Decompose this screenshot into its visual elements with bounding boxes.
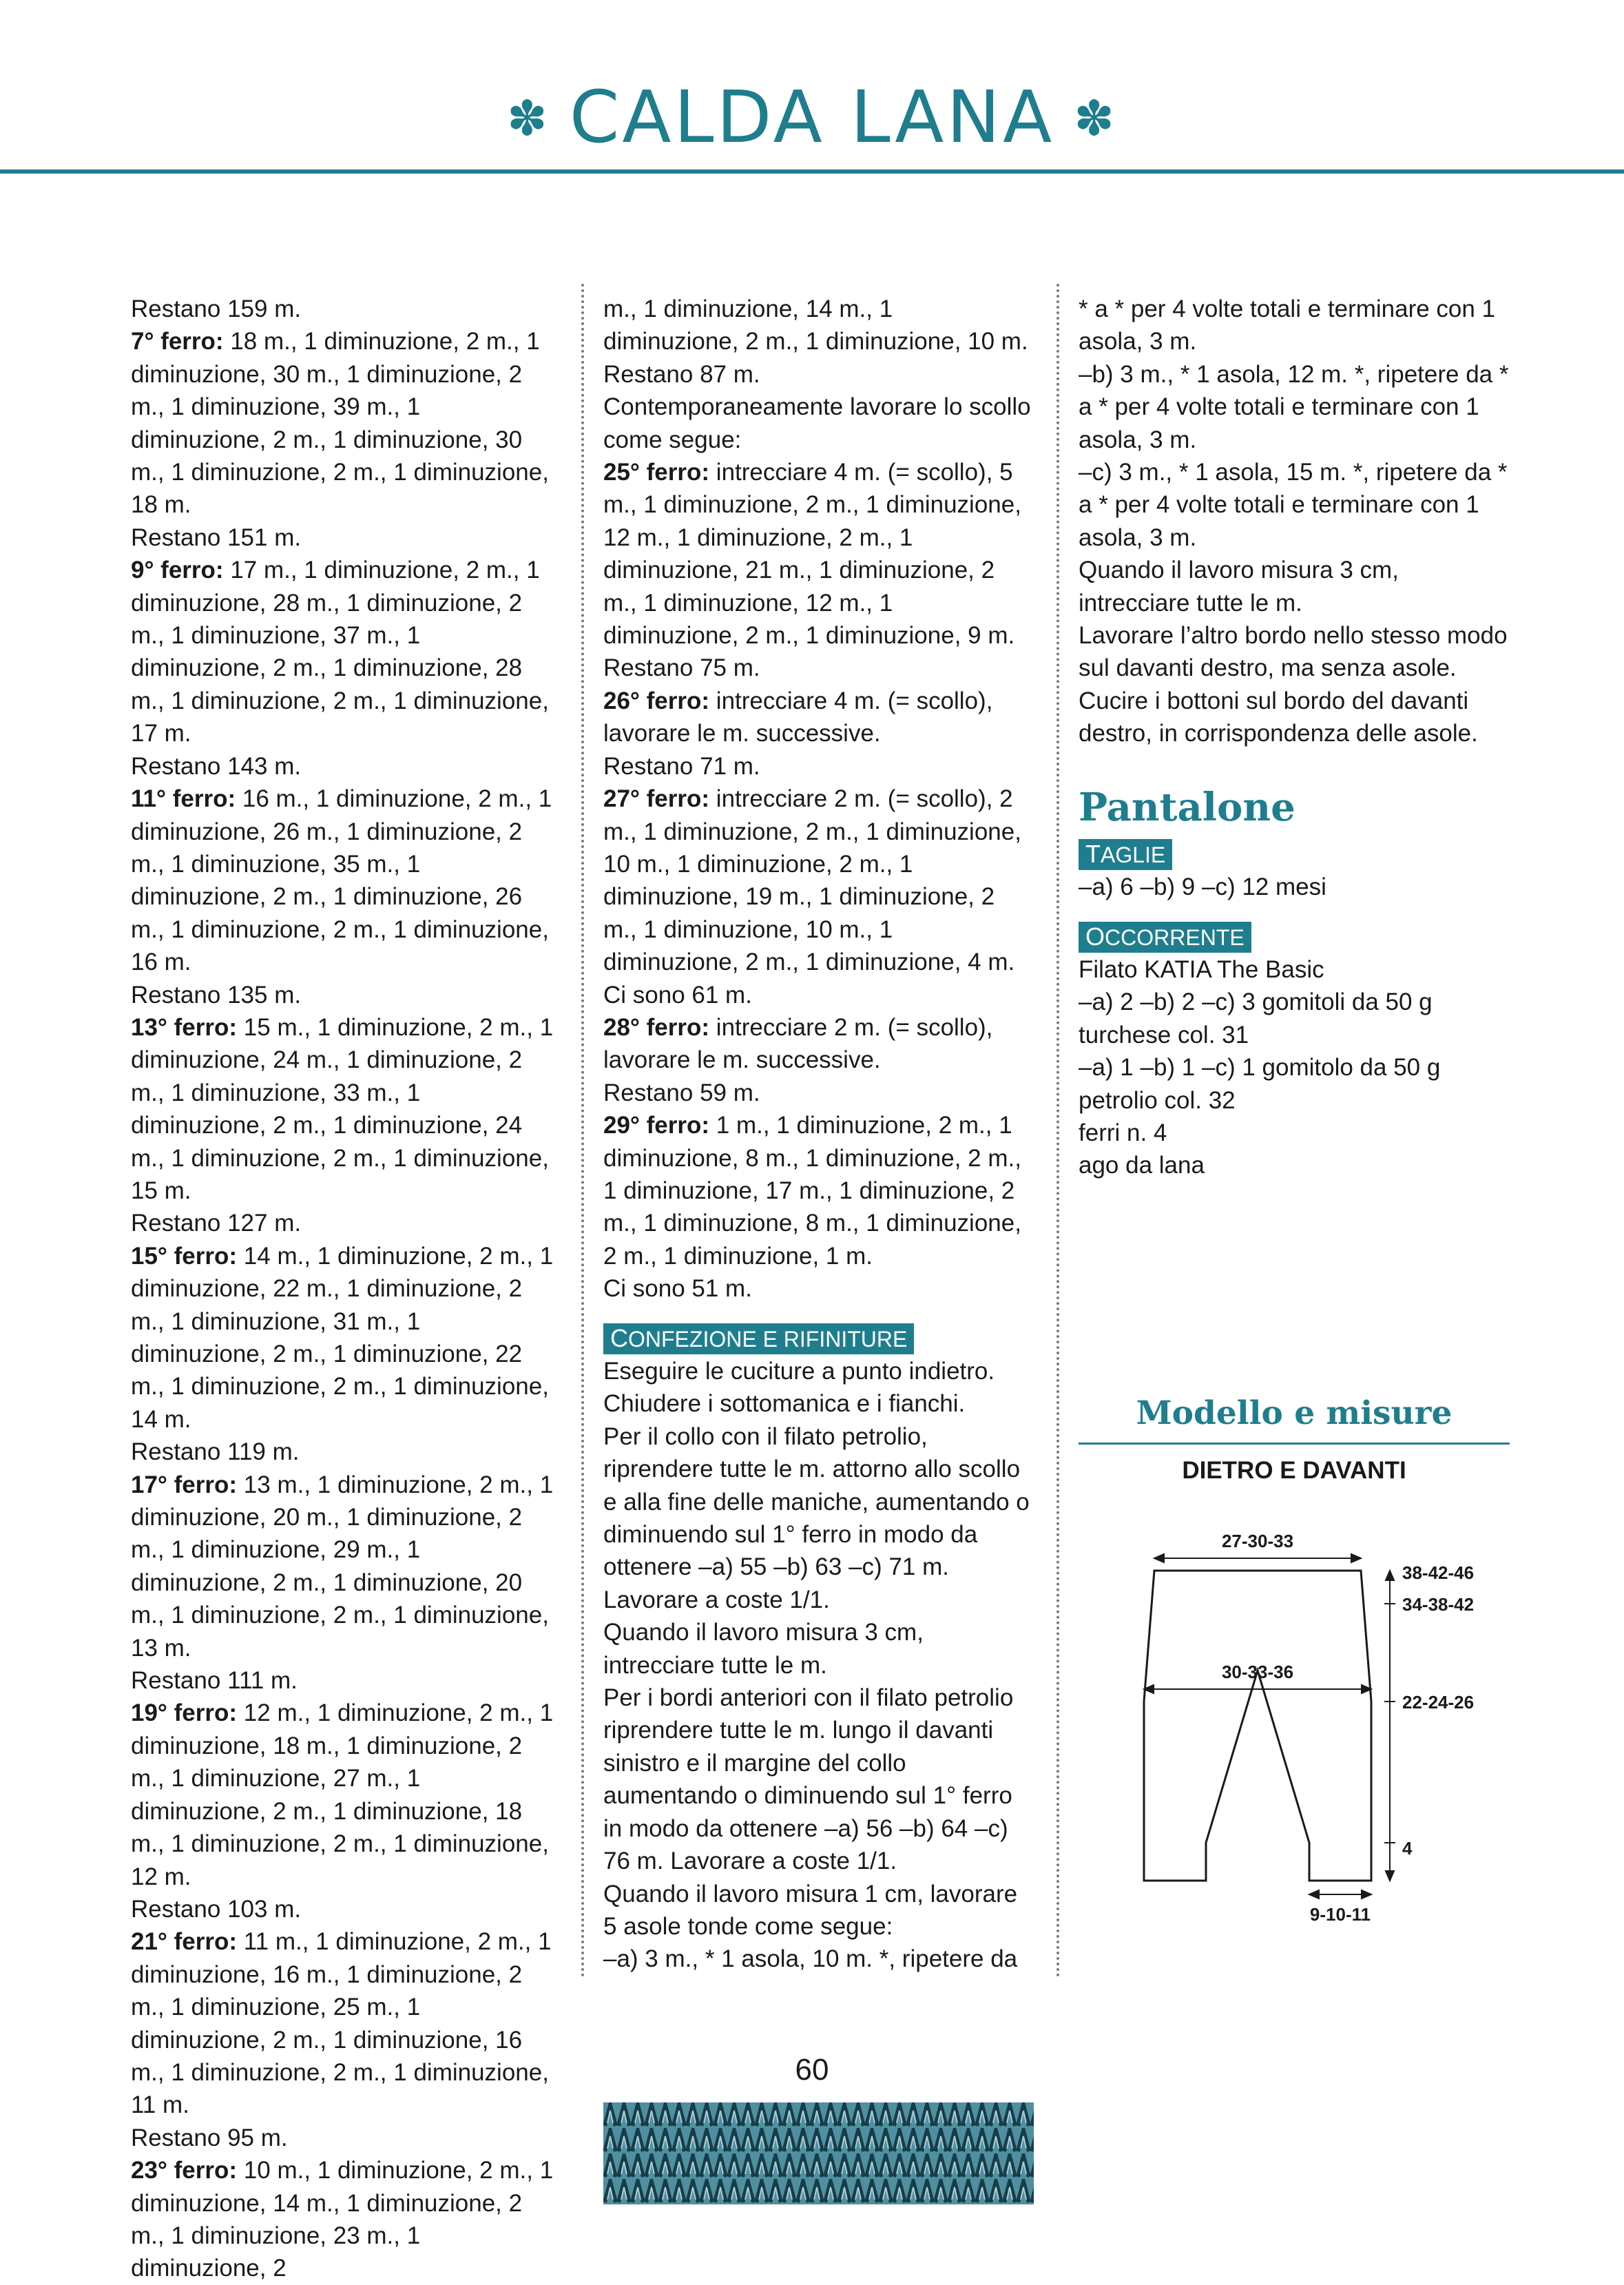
page-number: 60 — [795, 2053, 829, 2087]
taglie-text: –a) 6 –b) 9 –c) 12 mesi — [1079, 873, 1326, 901]
instructions-continued — [603, 293, 1034, 1305]
paragraph: –a) 3 m., * 1 asola, 10 m. *, ripetere da — [603, 1945, 1018, 1973]
instruction-row — [131, 1240, 558, 1436]
section-heading-occorrente: OCCORRENTE — [1079, 922, 1251, 953]
section-title-pantalone: Pantalone — [1079, 784, 1295, 830]
stitch-count — [603, 293, 1034, 358]
hip-width-label: 30-33-36 — [1221, 1662, 1294, 1682]
instruction-row — [603, 456, 1034, 652]
row-text: 18 m., 1 diminuzione, 2 m., 1 diminuzione, 30 m., 1 diminuzione, 2 m., 1 diminuzione, 39 m., 1 diminuzione, 2 m., 1 diminuzione, 30 m., 1 diminuzione, 2 m., 1 diminuzione, 18 m. — [131, 328, 549, 519]
stitch-count — [131, 750, 558, 783]
paragraph: Per i bordi anteriori con il filato petrolio riprendere tutte le m. lungo il davanti sinistro e il margine del collo aumentando o diminuendo sul 1° ferro in modo da ottenere –a) 56 –b) 64 –c) 76 m. Lavorare a coste 1/1. — [603, 1684, 1014, 1875]
row-text: Restano 59 m. — [603, 1079, 760, 1106]
row-text: m., 1 diminuzione, 14 m., 1 diminuzione, 2 m., 1 diminuzione, 10 m. — [603, 296, 1028, 355]
paragraph: Per il collo con il filato petrolio, riprendere tutte le m. attorno allo scollo e alla fine delle maniche, aumentando o diminuendo sul 1° ferro in modo da ottenere –a) 55 –b) 63 –c) 71 m. — [603, 1423, 1030, 1581]
buttonhole-instructions — [1079, 293, 1510, 750]
row-label: 21° ferro: — [131, 1928, 238, 1956]
instruction-row — [603, 1011, 1034, 1077]
column-separator — [581, 284, 584, 1978]
instruction-row — [131, 1697, 558, 1892]
body-height-label: 34-38-42 — [1402, 1594, 1475, 1615]
row-text: Restano 127 m. — [131, 1210, 302, 1237]
stitch-count — [603, 358, 1034, 391]
flower-ornament-icon: ✽ — [507, 90, 550, 147]
top-width-label: 27-30-33 — [1221, 1531, 1294, 1551]
row-text: Restano 135 m. — [131, 981, 302, 1009]
material-item: –a) 2 –b) 2 –c) 3 gomitoli da 50 g — [1079, 989, 1433, 1016]
row-label: 15° ferro: — [131, 1242, 238, 1270]
instruction-row — [131, 325, 558, 521]
paragraph: –b) 3 m., * 1 asola, 12 m. *, ripetere da * a * per 4 volte totali e terminare con 1 asola, 3 m. — [1079, 360, 1509, 453]
row-label: 25° ferro: — [603, 459, 710, 486]
row-text: Contemporaneamente lavorare lo scollo come segue: — [603, 393, 1031, 453]
paragraph: Eseguire le cuciture a punto indietro. — [603, 1358, 995, 1385]
row-text: Ci sono 51 m. — [603, 1275, 752, 1303]
row-label: 26° ferro: — [603, 687, 710, 714]
row-text: 17 m., 1 diminuzione, 2 m., 1 diminuzione, 28 m., 1 diminuzione, 2 m., 1 diminuzione, 37 m., 1 diminuzione, 2 m., 1 diminuzione, 28 m., 1 diminuzione, 2 m., 1 diminuzione, 17 m. — [131, 557, 549, 747]
material-item: ago da lana — [1079, 1152, 1205, 1179]
leg-width-label: 9-10-11 — [1309, 1904, 1371, 1925]
material-item: ferri n. 4 — [1079, 1119, 1167, 1146]
paragraph: Chiudere i sottomanica e i fianchi. — [603, 1390, 966, 1418]
row-text: 10 m., 1 diminuzione, 2 m., 1 diminuzione, 14 m., 1 diminuzione, 2 m., 1 diminuzione, 23 m., 1 diminuzione, 2 — [131, 2157, 554, 2282]
row-label: 27° ferro: — [603, 785, 710, 813]
row-text: Restano 75 m. — [603, 654, 760, 682]
stitch-count — [603, 750, 1034, 783]
row-label: 13° ferro: — [131, 1013, 238, 1041]
material-item: petrolio col. 32 — [1079, 1086, 1236, 1114]
row-label: 29° ferro: — [603, 1112, 710, 1139]
instruction-row — [131, 1469, 558, 1664]
instruction-row — [603, 783, 1034, 978]
pants-schematic — [1079, 1502, 1510, 1943]
row-text: Restano 151 m. — [131, 524, 302, 551]
column-middle — [603, 293, 1034, 1976]
header-rule — [0, 169, 1624, 174]
paragraph: Cucire i bottoni sul bordo del davanti destro, in corrispondenza delle asole. — [1079, 687, 1478, 747]
paragraph: Lavorare a coste 1/1. — [603, 1586, 830, 1613]
row-text: intrecciare 4 m. (= scollo), lavorare le m. successive. — [603, 687, 993, 747]
row-text: intrecciare 4 m. (= scollo), 5 m., 1 diminuzione, 2 m., 1 diminuzione, 12 m., 1 diminuzione, 2 m., 1 diminuzione, 21 m., 1 diminuzione, 2 m., 1 diminuzione, 12 m., 1 diminuzione, 2 m., 1 diminuzione, 9 m. — [603, 459, 1021, 650]
diagram-rule — [1079, 1443, 1510, 1445]
row-text: Restano 159 m. — [131, 296, 302, 322]
total-height-label: 38-42-46 — [1402, 1562, 1475, 1583]
section-heading-confezione: CONFEZIONE E RIFINITURE — [603, 1323, 914, 1354]
instruction-row — [131, 1011, 558, 1207]
row-label: 11° ferro: — [131, 785, 236, 813]
stitch-count — [131, 979, 558, 1011]
stitch-count — [131, 521, 558, 554]
confezione-text — [603, 1355, 1034, 1976]
paragraph: Lavorare l’altro bordo nello stesso modo sul davanti destro, ma senza asole. — [1079, 622, 1508, 682]
pants-outline — [1144, 1571, 1371, 1881]
magazine-title — [0, 76, 1624, 164]
row-text: 14 m., 1 diminuzione, 2 m., 1 diminuzione, 22 m., 1 diminuzione, 2 m., 1 diminuzione, 31 m., 1 diminuzione, 2 m., 1 diminuzione, 22 m., 1 diminuzione, 2 m., 1 diminuzione, 14 m. — [131, 1242, 554, 1433]
row-text: 11 m., 1 diminuzione, 2 m., 1 diminuzione, 16 m., 1 diminuzione, 2 m., 1 diminuzione, 25 m., 1 diminuzione, 2 m., 1 diminuzione, 16 m., 1 diminuzione, 2 m., 1 diminuzione, 11 m. — [131, 1928, 552, 2119]
stitch-count — [131, 2122, 558, 2154]
paragraph: Quando il lavoro misura 3 cm, intrecciare tutte le m. — [603, 1619, 924, 1679]
material-item: Filato KATIA The Basic — [1079, 955, 1324, 983]
row-label: 17° ferro: — [131, 1471, 238, 1498]
paragraph: –c) 3 m., * 1 asola, 15 m. *, ripetere da * a * per 4 volte totali e terminare con 1 asola, 3 m. — [1079, 459, 1508, 551]
instruction-row — [131, 2154, 558, 2285]
row-text: Ci sono 61 m. — [603, 981, 752, 1009]
stitch-count — [603, 391, 1034, 456]
material-item: turchese col. 31 — [1079, 1021, 1249, 1048]
row-text: Restano 111 m. — [131, 1667, 298, 1695]
paragraph: Quando il lavoro misura 1 cm, lavorare 5 asole tonde come segue: — [603, 1880, 1018, 1940]
stitch-count — [131, 1664, 558, 1697]
row-label: 9° ferro: — [131, 557, 224, 584]
row-label: 28° ferro: — [603, 1013, 710, 1041]
knit-texture-band — [603, 2102, 1034, 2204]
stitch-count — [131, 1893, 558, 1925]
row-text: intrecciare 2 m. (= scollo), lavorare le m. successive. — [603, 1013, 993, 1074]
row-label: 7° ferro: — [131, 328, 224, 355]
row-text: Restano 71 m. — [603, 752, 760, 780]
flower-ornament-icon: ✽ — [1074, 90, 1117, 147]
stitch-count — [603, 1077, 1034, 1109]
stitch-count — [131, 293, 558, 325]
stitch-count — [603, 652, 1034, 684]
paragraph: * a * per 4 volte totali e terminare con 1 asola, 3 m. — [1079, 296, 1496, 355]
occorrente-list — [1079, 953, 1510, 1182]
stitch-count — [603, 1272, 1034, 1305]
row-text: 13 m., 1 diminuzione, 2 m., 1 diminuzione, 20 m., 1 diminuzione, 2 m., 1 diminuzione, 29 m., 1 diminuzione, 2 m., 1 diminuzione, 20 m., 1 diminuzione, 2 m., 1 diminuzione, 13 m. — [131, 1471, 554, 1662]
instruction-row — [603, 1109, 1034, 1272]
diagram-subtitle: DIETRO E DAVANTI — [1182, 1457, 1406, 1484]
row-text: 1 m., 1 diminuzione, 2 m., 1 diminuzione, 8 m., 1 diminuzione, 2 m., 1 diminuzione, 17 m., 1 diminuzione, 2 m., 1 diminuzione, 8 m., 1 diminuzione, 2 m., 1 diminuzione, 1 m. — [603, 1112, 1021, 1270]
cuff-height-label: 4 — [1402, 1838, 1413, 1859]
column-separator — [1056, 284, 1059, 1978]
row-label: 23° ferro: — [131, 2157, 238, 2184]
row-text: 12 m., 1 diminuzione, 2 m., 1 diminuzione, 18 m., 1 diminuzione, 2 m., 1 diminuzione, 27 m., 1 diminuzione, 2 m., 1 diminuzione, 18 m., 1 diminuzione, 2 m., 1 diminuzione, 12 m. — [131, 1699, 554, 1890]
stitch-count — [131, 1207, 558, 1239]
row-text: Restano 119 m. — [131, 1438, 300, 1466]
stitch-count — [131, 1436, 558, 1468]
row-text: Restano 103 m. — [131, 1895, 302, 1923]
row-label: 19° ferro: — [131, 1699, 238, 1727]
row-text: Restano 87 m. — [603, 360, 760, 388]
page-header — [0, 0, 1624, 179]
instruction-row — [603, 685, 1034, 750]
leg-height-label: 22-24-26 — [1402, 1692, 1475, 1713]
stitch-count — [603, 979, 1034, 1011]
row-text: 15 m., 1 diminuzione, 2 m., 1 diminuzione, 24 m., 1 diminuzione, 2 m., 1 diminuzione, 33 m., 1 diminuzione, 2 m., 1 diminuzione, 24 m., 1 diminuzione, 2 m., 1 diminuzione, 15 m. — [131, 1013, 554, 1204]
instruction-row — [131, 554, 558, 749]
row-text: 16 m., 1 diminuzione, 2 m., 1 diminuzione, 26 m., 1 diminuzione, 2 m., 1 diminuzione, 35 m., 1 diminuzione, 2 m., 1 diminuzione, 26 m., 1 diminuzione, 2 m., 1 diminuzione, 16 m. — [131, 785, 552, 976]
section-heading-taglie: TAGLIE — [1079, 839, 1172, 870]
material-item: –a) 1 –b) 1 –c) 1 gomitolo da 50 g — [1079, 1054, 1441, 1082]
instruction-row — [131, 783, 558, 978]
row-text: Restano 143 m. — [131, 752, 302, 780]
column-left — [131, 293, 558, 2285]
row-text: intrecciare 2 m. (= scollo), 2 m., 1 diminuzione, 2 m., 1 diminuzione, 10 m., 1 diminuzione, 2 m., 1 diminuzione, 19 m., 1 diminuzione, 2 m., 1 diminuzione, 10 m., 1 diminuzione, 2 m., 1 diminuzione, 4 m. — [603, 785, 1021, 976]
instruction-row — [131, 1925, 558, 2121]
diagram-title: Modello e misure — [1136, 1394, 1453, 1432]
paragraph: Quando il lavoro misura 3 cm, intrecciare tutte le m. — [1079, 557, 1399, 617]
row-text: Restano 95 m. — [131, 2124, 288, 2151]
magazine-title-text: CALDA LANA — [569, 75, 1055, 159]
column-right — [1079, 293, 1510, 1182]
